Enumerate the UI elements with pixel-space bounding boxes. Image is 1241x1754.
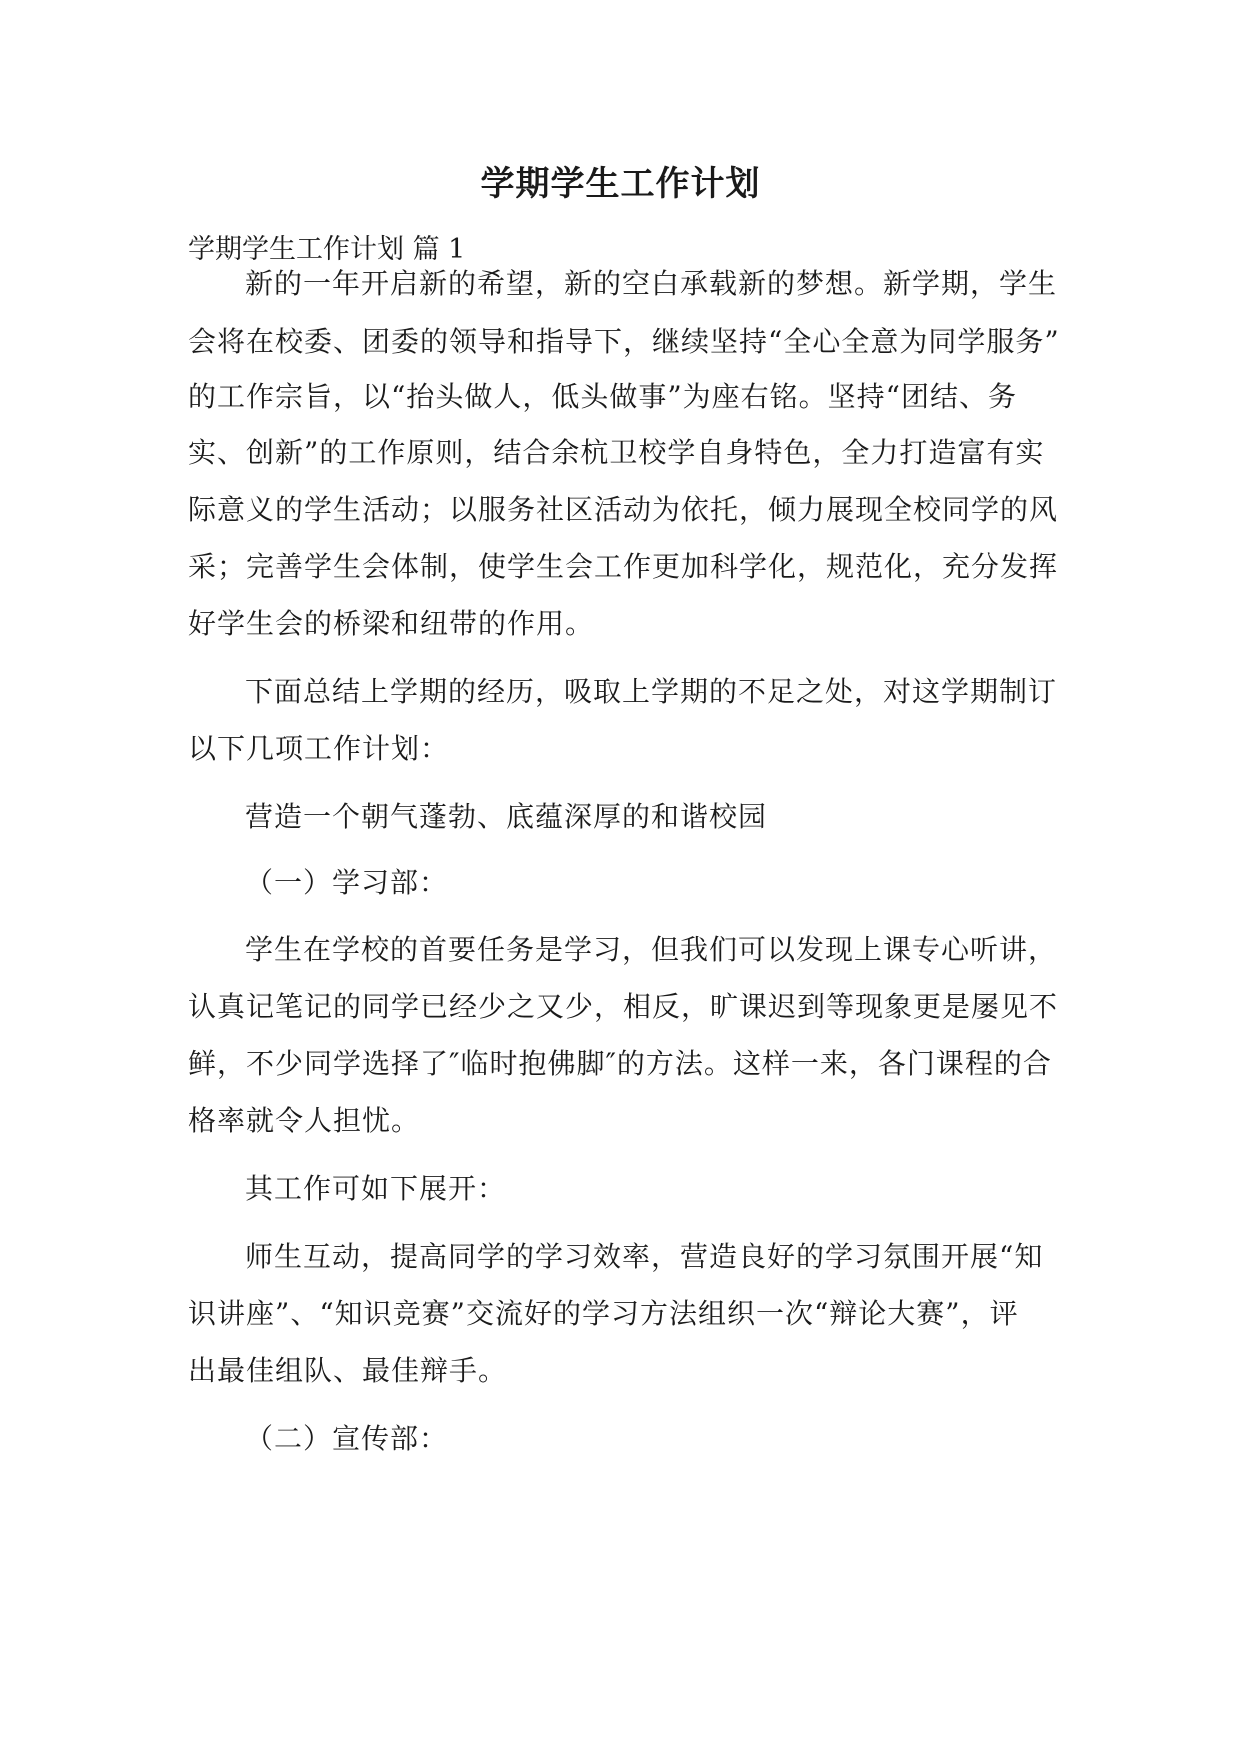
- paragraph-line: 实、创新”的工作原则，结合余杭卫校学自身特色，全力打造富有实: [188, 436, 1045, 469]
- paragraph-line: 好学生会的桥梁和纽带的作用。: [188, 607, 595, 640]
- paragraph-line: 认真记笔记的同学已经少之又少，相反，旷课迟到等现象更是屡见不: [188, 990, 1059, 1023]
- paragraph-line: 新的一年开启新的希望，新的空白承载新的梦想。新学期，学生: [245, 267, 1058, 300]
- subsection-heading: （一）学习部：: [245, 866, 449, 899]
- subsection-heading: （二）宣传部：: [245, 1422, 449, 1455]
- document-title: 学期学生工作计划: [480, 164, 761, 204]
- section-heading: 营造一个朝气蓬勃、底蕴深厚的和谐校园: [245, 800, 768, 833]
- paragraph-line: 际意义的学生活动；以服务社区活动为依托，倾力展现全校同学的风: [188, 493, 1059, 526]
- paragraph-line: 鲜，不少同学选择了″临时抱佛脚″的方法。这样一来，各门课程的合: [188, 1047, 1052, 1080]
- paragraph-line: 格率就令人担忧。: [188, 1104, 421, 1137]
- paragraph-line: 以下几项工作计划：: [188, 732, 450, 765]
- paragraph-line: 其工作可如下展开：: [245, 1172, 507, 1205]
- paragraph-line: 出最佳组队、最佳辩手。: [188, 1354, 508, 1387]
- document-subtitle: 学期学生工作计划 篇 1: [188, 234, 466, 265]
- paragraph-line: 识讲座”、“知识竞赛”交流好的学习方法组织一次“辩论大赛”，评: [188, 1297, 1019, 1330]
- paragraph-line: 下面总结上学期的经历，吸取上学期的不足之处，对这学期制订: [245, 675, 1058, 708]
- paragraph-line: 采；完善学生会体制，使学生会工作更加科学化，规范化，充分发挥: [188, 550, 1059, 583]
- paragraph-line: 的工作宗旨，以“抬头做人，低头做事”为座右铭。坚持“团结、务: [188, 380, 1017, 413]
- paragraph-line: 师生互动，提高同学的学习效率，营造良好的学习氛围开展“知: [245, 1240, 1044, 1273]
- paragraph-line: 会将在校委、团委的领导和指导下，继续坚持“全心全意为同学服务”: [188, 325, 1060, 358]
- paragraph-line: 学生在学校的首要任务是学习，但我们可以发现上课专心听讲，: [245, 933, 1058, 966]
